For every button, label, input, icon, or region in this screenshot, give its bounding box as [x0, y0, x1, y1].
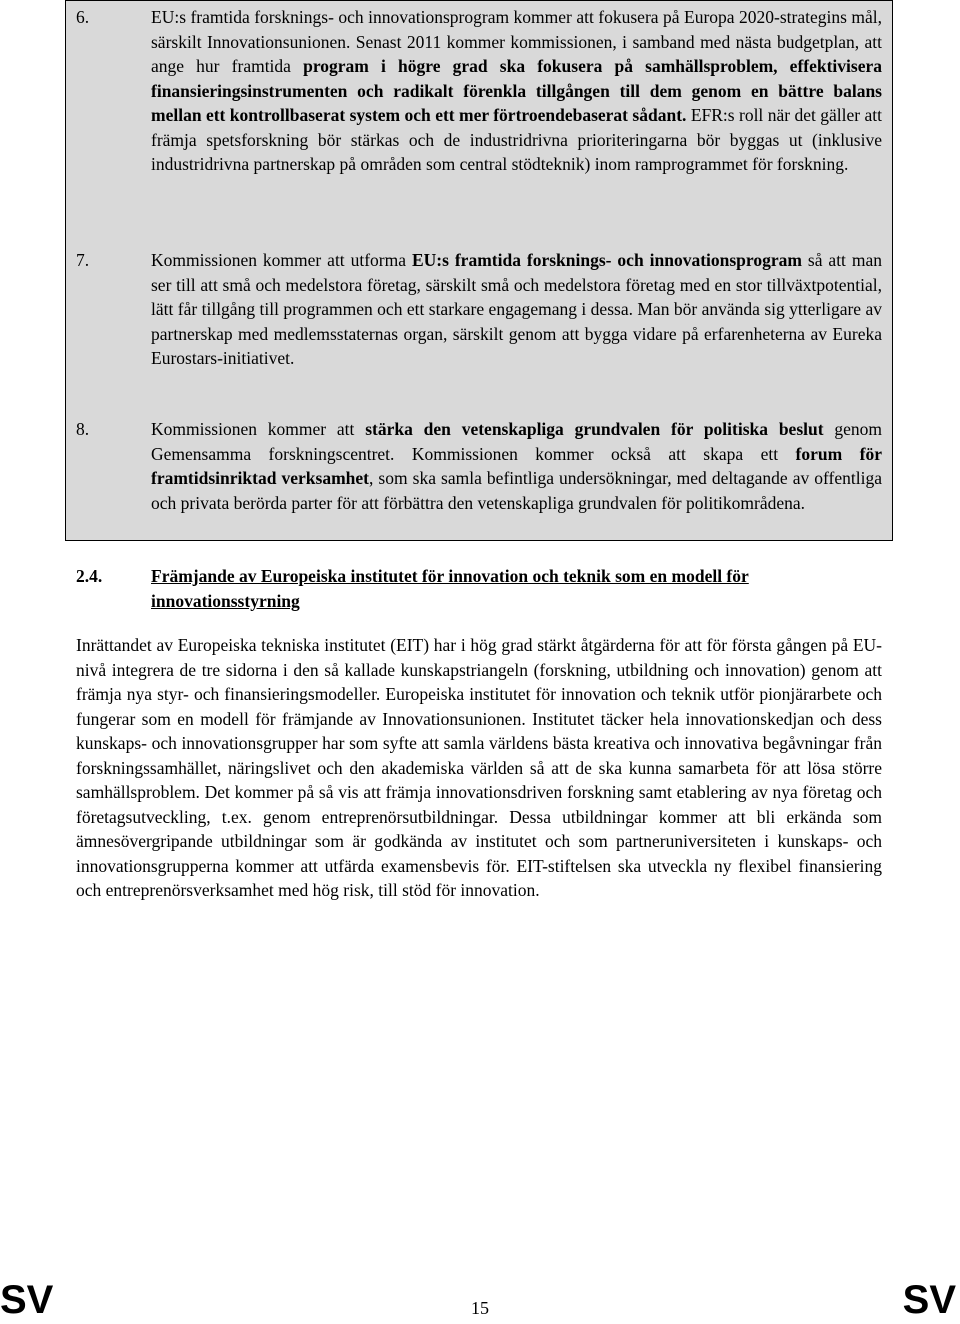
item-text-segment: Kommissionen kommer att utforma [151, 250, 412, 270]
language-code-right: SV [902, 1278, 956, 1322]
item-text-segment-bold: program i högre grad ska fokusera på samhällsproblem, effektivisera finansieringsinstrumenten och radikalt förenkla tillgången till dem genom en bättre balans mellan ett kontrollbaserat system och ett mer förtroendebaserat sådant. [151, 56, 883, 125]
item-number: 8. [76, 419, 90, 439]
item-text-segment: Kommissionen kommer att [151, 419, 366, 439]
section-number: 2.4. [76, 566, 103, 586]
item-number: 6. [76, 7, 90, 27]
section-title: Främjande av Europeiska institutet för innovation och teknik som en modell för innovationsstyrning [151, 566, 749, 611]
body-paragraph: Inrättandet av Europeiska tekniska institutet (EIT) har i hög grad stärkt åtgärderna för att för första gången på EU-nivå integrera de tre sidorna i den så kallade kunskapstriangeln (forskning, utbildning och innovation) genom att främja nya styr- och finansieringsmodeller. Europeiska institutet för innovation och teknik utför pionjärarbete och fungerar som en modell för främjande av Innovationsunionen. Institutet täcker hela innovationskedjan och dess kunskaps- och innovationsgrupper har som syfte att samla världens bästa kreativa och innovativa begåvningar från forskningssamhället, näringslivet och den akademiska världen så att de ska kunna samarbeta för att lösa större samhällsproblem. Det kommer på så vis att främja innovationsdriven forskning samt etablering av nya företag och företagsutveckling, t.ex. genom entreprenörsutbildningar. Dessa utbildningar kommer att bli erkända som ämnesövergripande utbildningar som är godkända av institutet och som partneruniversiteten i kunskaps- och innovationsgrupperna kommer att utfärda examensbevis för. EIT-stiftelsen ska utveckla ny flexibel finansiering och entreprenörsverksamhet med hög risk, till stöd för innovation. [76, 635, 882, 900]
item-text-segment: , som ska samla befintliga undersökningar, med deltagande av offentliga och privata berörda parter för att förbättra den vetenskapliga grundvalen för politikområdena. [151, 468, 883, 513]
item-text-segment: så att man ser till att små och medelstora företag, särskilt små och medelstora företag med en stor tillväxtpotential, lätt får tillgång till programmen och ett starkare engagemang i dessa. Man bör använda sig ytterligare av partnerskap med medlemsstaternas organ, särskilt genom att bygga vidare på erfarenheterna av Eureka Eurostars-initiativet. [151, 250, 882, 368]
item-text [151, 248, 882, 371]
item-text-segment-bold: EU:s framtida forsknings- och innovationsprogram [411, 250, 802, 270]
item-text-segment: EU:s framtida forsknings- och innovationsprogram kommer att fokusera på Europa 2020-strategins mål, särskilt Innovationsunionen. Senast 2011 kommer kommissionen, i samband med nästa budgetplan, att ange hur framtida [151, 7, 882, 76]
page-number: 15 [471, 1298, 489, 1318]
item-text-segment-bold: stärka den vetenskapliga grundvalen för politiska beslut [365, 419, 824, 439]
item-text-segment-bold: forum för framtidsinriktad verksamhet [151, 443, 882, 488]
language-code-left: SV [0, 1278, 54, 1322]
item-number: 7. [76, 250, 90, 270]
item-text-segment: genom Gemensamma forskningscentret. Kommissionen kommer också att skapa ett [151, 419, 882, 464]
item-text [151, 5, 882, 177]
item-text [151, 417, 882, 515]
item-text-segment: EFR:s roll när det gäller att främja spetsforskning bör stärkas och de industridrivna prioriteringarna bör byggas ut (inklusive industridrivna partnerskap på områden som central stödteknik) inom ramprogrammet för forskning. [151, 105, 882, 174]
